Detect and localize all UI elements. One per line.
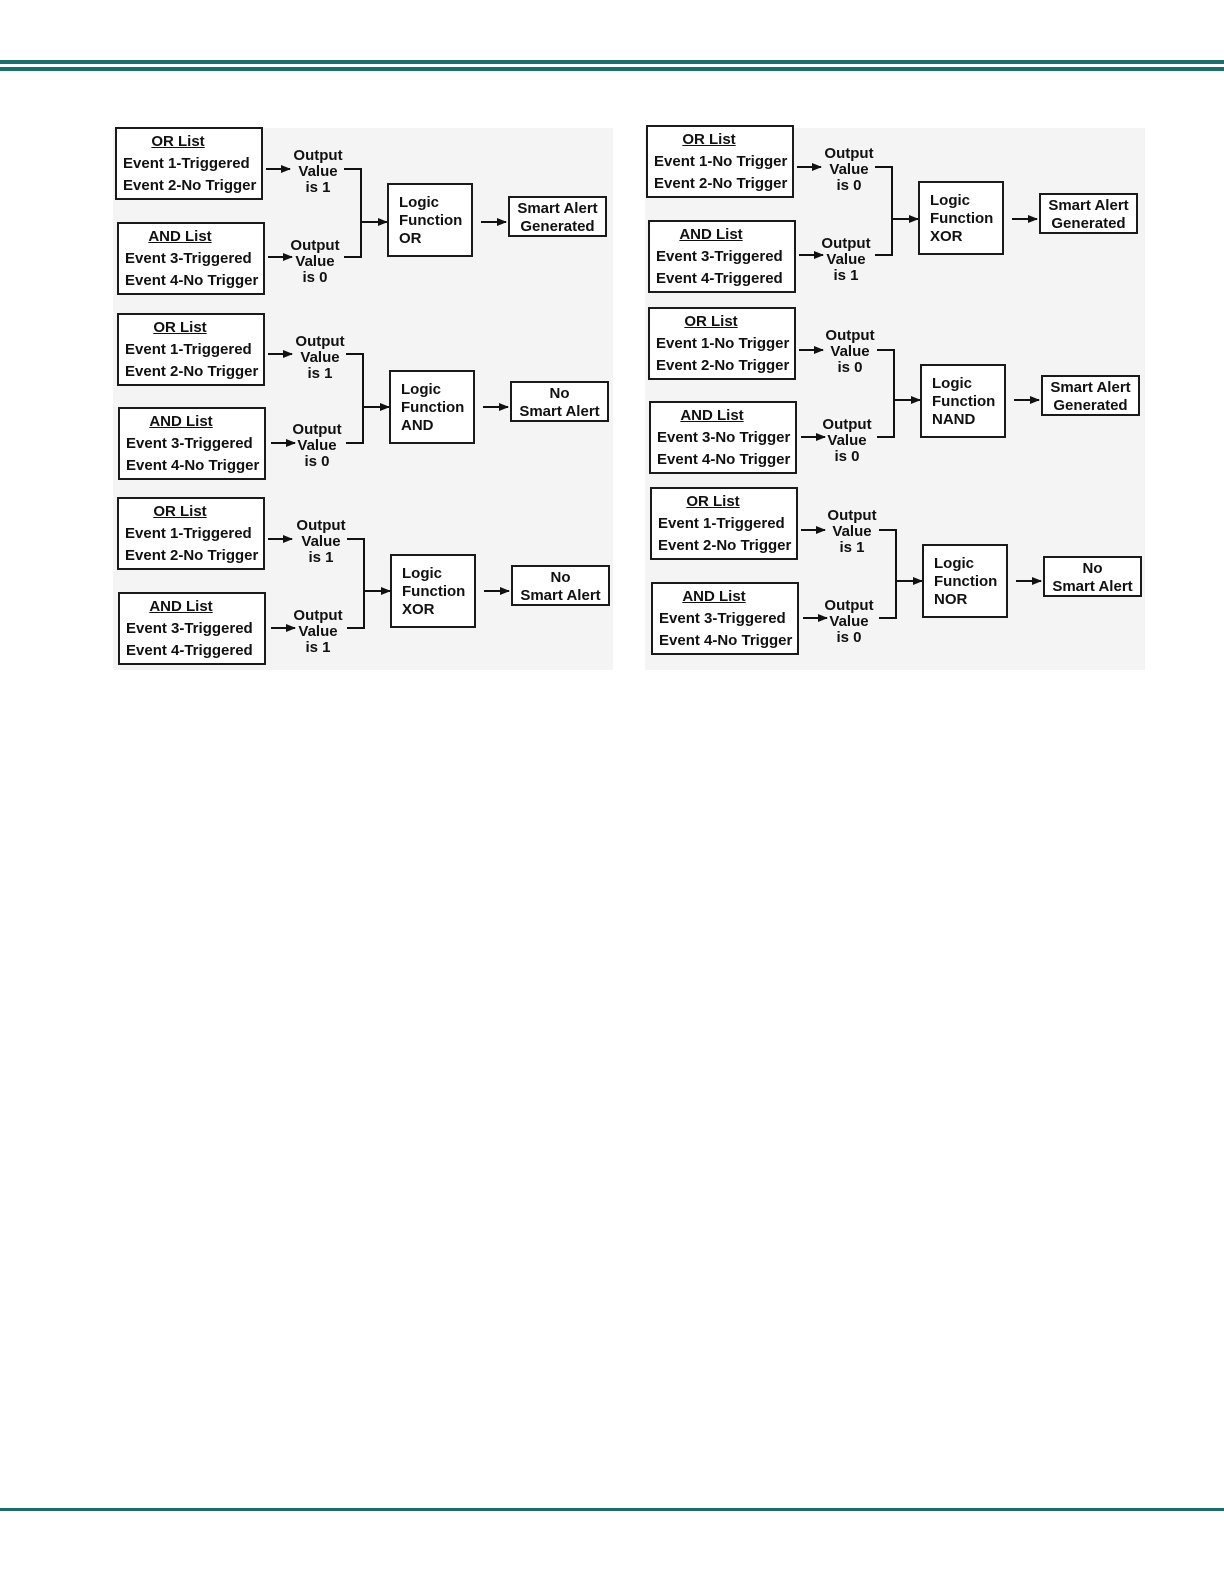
logic-word: Logic [930,192,970,209]
function-word: Function [934,573,998,590]
result-line-2: Generated [520,218,595,235]
or-list-event-1: Event 1-No Trigger [656,335,790,352]
result-line-2: Smart Alert [520,587,601,604]
or-list-title: OR List [153,319,207,336]
value-word: Value [832,523,872,540]
function-name: NAND [932,411,976,428]
and-list-box [118,592,266,665]
and-list-event-3: Event 3-Triggered [126,620,253,637]
and-output-label [817,417,877,465]
logic-word: Logic [399,194,439,211]
and-list-event-3: Event 3-Triggered [659,610,786,627]
value-word: Value [826,251,866,268]
and-list-event-3: Event 3-Triggered [656,248,783,265]
output-word: Output [827,507,877,524]
function-name: AND [401,417,434,434]
result-line-1: Smart Alert [1048,197,1129,214]
output-word: Output [824,597,874,614]
or-list-event-1: Event 1-Triggered [125,525,252,542]
logic-function-box [922,544,1008,618]
or-list-title: OR List [151,133,205,150]
value-word: Value [298,623,338,640]
or-list-box [650,487,798,560]
or-list-event-1: Event 1-Triggered [658,515,785,532]
or-list-box [117,313,265,386]
value-word: Value [300,349,340,366]
or-list-event-2: Event 2-No Trigger [654,175,788,192]
and-output-label [816,236,876,284]
and-list-event-4: Event 4-No Trigger [659,632,793,649]
or-list-title: OR List [686,493,740,510]
output-word: Output [296,517,346,534]
output-value: is 1 [305,179,331,196]
or-list-event-2: Event 2-No Trigger [656,357,790,374]
result-line-1: No [549,385,570,402]
and-list-box [117,222,265,295]
function-word: Function [399,212,463,229]
function-name: XOR [402,601,435,618]
result-line-1: No [550,569,571,586]
output-word: Output [824,145,874,162]
logic-word: Logic [401,381,441,398]
and-output-label [287,422,347,470]
or-list-event-1: Event 1-No Trigger [654,153,788,170]
output-word: Output [295,333,345,350]
and-list-box [648,220,796,293]
or-list-event-1: Event 1-Triggered [125,341,252,358]
or-output-label [291,518,351,566]
value-word: Value [298,163,338,180]
result-box [508,196,607,237]
and-list-title: AND List [149,598,213,615]
result-line-1: Smart Alert [517,200,598,217]
output-word: Output [293,607,343,624]
and-list-event-3: Event 3-Triggered [125,250,252,267]
or-list-title: OR List [684,313,738,330]
and-list-title: AND List [679,226,743,243]
output-value: is 0 [836,629,862,646]
output-word: Output [822,416,872,433]
function-name: XOR [930,228,963,245]
or-list-event-2: Event 2-No Trigger [125,547,259,564]
output-word: Output [293,147,343,164]
and-list-event-4: Event 4-Triggered [126,642,253,659]
result-line-1: No [1082,560,1103,577]
or-output-label [820,328,880,376]
output-word: Output [290,237,340,254]
result-box [1043,556,1142,597]
output-word: Output [821,235,871,252]
output-value: is 1 [307,365,333,382]
value-word: Value [295,253,335,270]
and-output-label [819,598,879,646]
logic-word: Logic [934,555,974,572]
output-value: is 1 [308,549,334,566]
or-list-event-1: Event 1-Triggered [123,155,250,172]
and-list-title: AND List [680,407,744,424]
output-value: is 0 [304,453,330,470]
result-line-2: Generated [1051,215,1126,232]
function-word: Function [932,393,996,410]
logic-word: Logic [932,375,972,392]
logic-function-box [389,370,475,444]
output-value: is 0 [837,359,863,376]
result-line-1: Smart Alert [1050,379,1131,396]
or-output-label [822,508,882,556]
result-line-2: Smart Alert [1052,578,1133,595]
or-list-event-2: Event 2-No Trigger [123,177,257,194]
output-value: is 1 [833,267,859,284]
or-list-box [115,127,263,200]
result-line-2: Generated [1053,397,1128,414]
output-word: Output [825,327,875,344]
and-list-box [118,407,266,480]
output-value: is 0 [836,177,862,194]
or-list-title: OR List [682,131,736,148]
function-name: OR [399,230,422,247]
and-output-label [285,238,345,286]
and-list-event-4: Event 4-Triggered [656,270,783,287]
result-box [511,565,610,606]
or-list-title: OR List [153,503,207,520]
function-word: Function [402,583,466,600]
and-list-event-4: Event 4-No Trigger [125,272,259,289]
and-list-event-4: Event 4-No Trigger [126,457,260,474]
or-list-box [648,307,796,380]
output-value: is 0 [834,448,860,465]
value-word: Value [827,432,867,449]
or-list-event-2: Event 2-No Trigger [125,363,259,380]
value-word: Value [829,613,869,630]
result-box [510,381,609,422]
function-word: Function [401,399,465,416]
result-line-2: Smart Alert [519,403,600,420]
result-box [1039,193,1138,234]
or-output-label [290,334,350,382]
output-word: Output [292,421,342,438]
and-list-box [651,582,799,655]
function-name: NOR [934,591,968,608]
or-list-box [646,125,794,198]
result-box [1041,375,1140,416]
logic-function-box [387,183,473,257]
logic-function-box [920,364,1006,438]
and-list-event-4: Event 4-No Trigger [657,451,791,468]
output-value: is 1 [305,639,331,656]
or-list-box [117,497,265,570]
and-list-title: AND List [148,228,212,245]
value-word: Value [301,533,341,550]
logic-function-box [918,181,1004,255]
and-list-event-3: Event 3-Triggered [126,435,253,452]
and-list-title: AND List [149,413,213,430]
function-word: Function [930,210,994,227]
and-list-box [649,401,797,474]
output-value: is 1 [839,539,865,556]
value-word: Value [830,343,870,360]
logic-word: Logic [402,565,442,582]
and-list-title: AND List [682,588,746,605]
or-output-label [288,148,348,196]
value-word: Value [829,161,869,178]
or-list-event-2: Event 2-No Trigger [658,537,792,554]
output-value: is 0 [302,269,328,286]
logic-function-box [390,554,476,628]
and-output-label [288,608,348,656]
and-list-event-3: Event 3-No Trigger [657,429,791,446]
or-output-label [819,146,879,194]
value-word: Value [297,437,337,454]
